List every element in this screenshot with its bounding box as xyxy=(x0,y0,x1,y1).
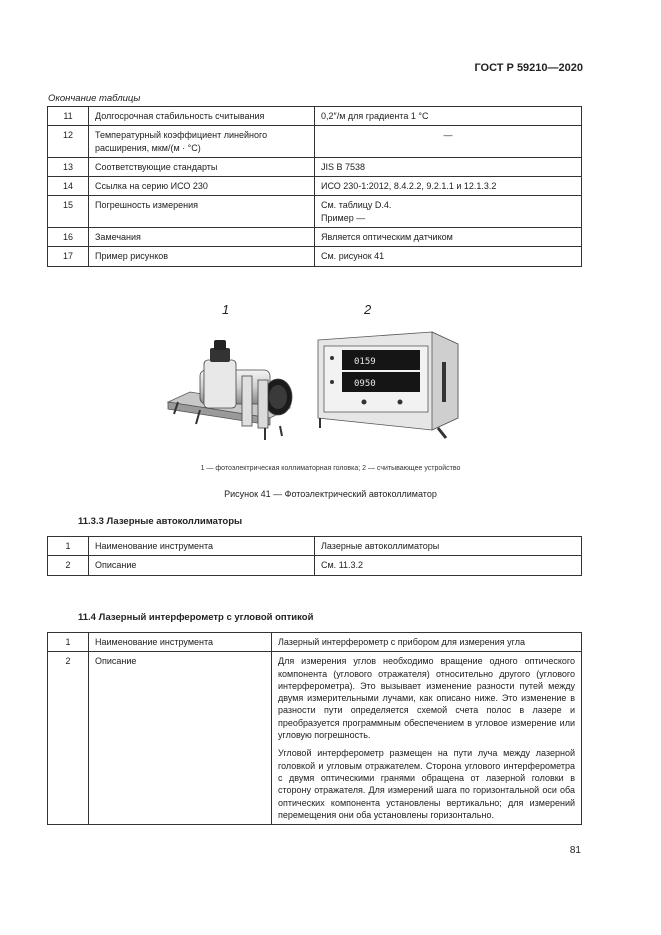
row-number: 12 xyxy=(48,126,89,158)
row-value: — xyxy=(315,126,582,158)
table-row xyxy=(48,537,582,556)
table-row xyxy=(48,196,582,228)
figure-caption: Рисунок 41 — Фотоэлектрический автоколлиматор xyxy=(224,489,437,499)
row-name: Наименование инструмента xyxy=(89,633,272,652)
laser-interferometer-table xyxy=(47,632,582,825)
row-number: 14 xyxy=(48,177,89,196)
table-row xyxy=(48,228,582,247)
row-name: Пример рисунков xyxy=(89,247,315,266)
description-paragraph: Для измерения углов необходимо вращение одного оптического компонента (углового отражателя) относительно другого (углового интерферометра). Это вызывает изменение разности путей между двумя измерительными лучами, как описано ниже. Это изменение в разности пути определяется схемой счета полос в лазере и преобразуется программным обеспечением в угловое измерение или угловую погрешность. xyxy=(278,656,575,741)
row-name: Описание xyxy=(89,556,315,575)
row-value: 0,2″/м для градиента 1 °С xyxy=(315,107,582,126)
page-number: 81 xyxy=(569,845,581,856)
section-title-laser-autocollimators: 11.3.3 Лазерные автоколлиматоры xyxy=(78,516,243,527)
row-name: Температурный коэффициент линейного расширения, мкм/(м · °С) xyxy=(89,126,315,158)
row-value: Лазерный интерферометр с прибором для измерения угла xyxy=(272,633,582,652)
row-name: Погрешность измерения xyxy=(89,196,315,228)
row-value-line: См. таблицу D.4. xyxy=(321,200,392,211)
figure-label-2: 2 xyxy=(364,302,372,317)
table-row xyxy=(48,126,582,158)
row-name: Замечания xyxy=(89,228,315,247)
figure-legend: 1 — фотоэлектрическая коллиматорная головка; 2 — считывающее устройство xyxy=(200,465,461,472)
readout-device-illustration xyxy=(312,322,462,440)
row-value: ИСО 230-1:2012, 8.4.2.2, 9.2.1.1 и 12.1.3.2 xyxy=(315,177,582,196)
row-number: 13 xyxy=(48,157,89,176)
row-value xyxy=(315,196,582,228)
section-title-laser-interferometer: 11.4 Лазерный интерферометр с угловой оптикой xyxy=(78,612,314,623)
document-header: ГОСТ Р 59210—2020 xyxy=(474,62,583,74)
row-name: Ссылка на серию ИСО 230 xyxy=(89,177,315,196)
row-name: Наименование инструмента xyxy=(89,537,315,556)
display-top-value: 0159 xyxy=(354,357,376,367)
table-continuation-label: Окончание таблицы xyxy=(48,93,141,104)
table-row xyxy=(48,556,582,575)
table-row xyxy=(48,652,582,825)
row-name: Соответствующие стандарты xyxy=(89,157,315,176)
row-value xyxy=(272,652,582,825)
description-paragraph: Угловой интерферометр размещен на пути луча между лазерной головкой и угловым отражателем. Сторона углового интерферометра с двумя оптическими гранями обращена от лазерной головки в сторону отражателя. Для измерений шага по горизонтальной оси оба оптических компонента установлены вертикально; для измерений перемещения они оба установлены горизонтально. xyxy=(278,748,575,820)
row-value: Является оптическим датчиком xyxy=(315,228,582,247)
row-value: JIS B 7538 xyxy=(315,157,582,176)
row-number: 1 xyxy=(48,537,89,556)
table-row xyxy=(48,247,582,266)
row-name: Описание xyxy=(89,652,272,825)
row-number: 2 xyxy=(48,556,89,575)
row-value: См. рисунок 41 xyxy=(315,247,582,266)
row-number: 1 xyxy=(48,633,89,652)
table-row xyxy=(48,177,582,196)
laser-autocollimators-table xyxy=(47,536,582,576)
row-name: Долгосрочная стабильность считывания xyxy=(89,107,315,126)
table-row xyxy=(48,107,582,126)
table-row xyxy=(48,157,582,176)
row-number: 17 xyxy=(48,247,89,266)
row-number: 16 xyxy=(48,228,89,247)
figure-label-1: 1 xyxy=(222,302,230,317)
display-bottom-value: 0950 xyxy=(354,379,376,389)
row-value: Лазерные автоколлиматоры xyxy=(315,537,582,556)
row-number: 15 xyxy=(48,196,89,228)
row-number: 2 xyxy=(48,652,89,825)
collimator-head-illustration xyxy=(160,330,300,445)
table-row xyxy=(48,633,582,652)
row-value-example: Пример — xyxy=(321,212,366,223)
row-number: 11 xyxy=(48,107,89,126)
row-value: См. 11.3.2 xyxy=(315,556,582,575)
characteristics-table xyxy=(47,106,582,267)
